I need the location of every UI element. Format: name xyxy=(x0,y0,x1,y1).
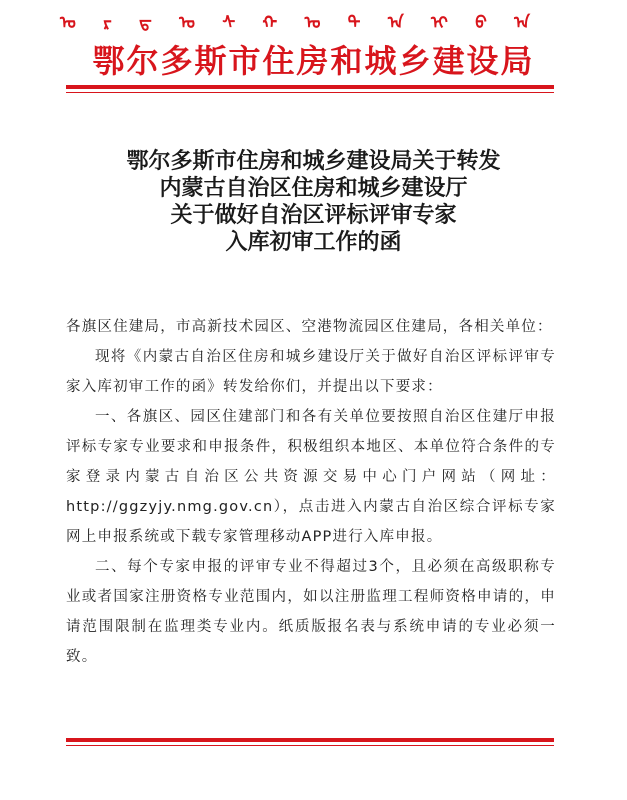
header-mongolian-script xyxy=(60,6,530,33)
footer-rule-thick xyxy=(66,738,554,742)
title-line: 鄂尔多斯市住房和城乡建设局关于转发 xyxy=(126,149,501,174)
header-rule-thin xyxy=(66,92,554,93)
header-title: 鄂尔多斯市住房和城乡建设局 xyxy=(92,42,535,80)
addressee-paragraph: 各旗区住建局，市高新技术园区、空港物流园区住建局，各相关单位： xyxy=(66,319,553,335)
document-body xyxy=(66,312,556,672)
title-line: 入库初审工作的函 xyxy=(225,230,402,255)
mongolian-glyph: ᠳ xyxy=(139,13,152,33)
mongolian-glyph: ᠰ xyxy=(222,13,236,33)
mongolian-glyph: ᠠ xyxy=(514,13,530,33)
title-line: 关于做好自治区评标评审专家 xyxy=(170,203,457,228)
header-rule-thick xyxy=(66,85,554,89)
footer-rule-thin xyxy=(66,745,554,746)
body-paragraph: 现将《内蒙古自治区住房和城乡建设厅关于做好自治区评标评审专家入库初审工作的函》转发给你们，并提出以下要求： xyxy=(66,349,556,395)
mongolian-glyph: ᠣ xyxy=(304,13,321,33)
body-paragraph: 一、各旗区、园区住建部门和各有关单位要按照自治区住建厅申报评标专家专业要求和申报条件，积极组织本地区、本单位符合条件的专家登录内蒙古自治区公共资源交易中心门户网站（网址：http://ggzyjy.nmg.gov.cn），点击进入内蒙古自治区综合评标专家网上申报系统或下载专家管理移动APP进行入库申报。 xyxy=(66,409,556,545)
mongolian-glyph: ᠣ xyxy=(179,13,195,33)
mongolian-glyph: ᠪ xyxy=(475,13,487,33)
document-title xyxy=(0,148,627,256)
body-paragraph: 二、每个专家申报的评审专业不得超过3个，且必须在高级职称专业或者国家注册资格专业范围内，如以注册监理工程师资格申请的，申请范围限制在监理类专业内。纸质版报名表与系统申请的专业必须一致。 xyxy=(66,559,556,665)
mongolian-glyph: ᠣ xyxy=(60,13,76,33)
mongolian-glyph: ᠬ xyxy=(262,13,278,33)
mongolian-glyph: ᠷ xyxy=(103,13,112,33)
mongolian-glyph: ᠲ xyxy=(347,13,361,33)
mongolian-glyph: ᠢ xyxy=(430,13,448,33)
mongolian-glyph: ᠠ xyxy=(387,13,404,33)
title-line: 内蒙古自治区住房和城乡建设厅 xyxy=(159,176,468,201)
